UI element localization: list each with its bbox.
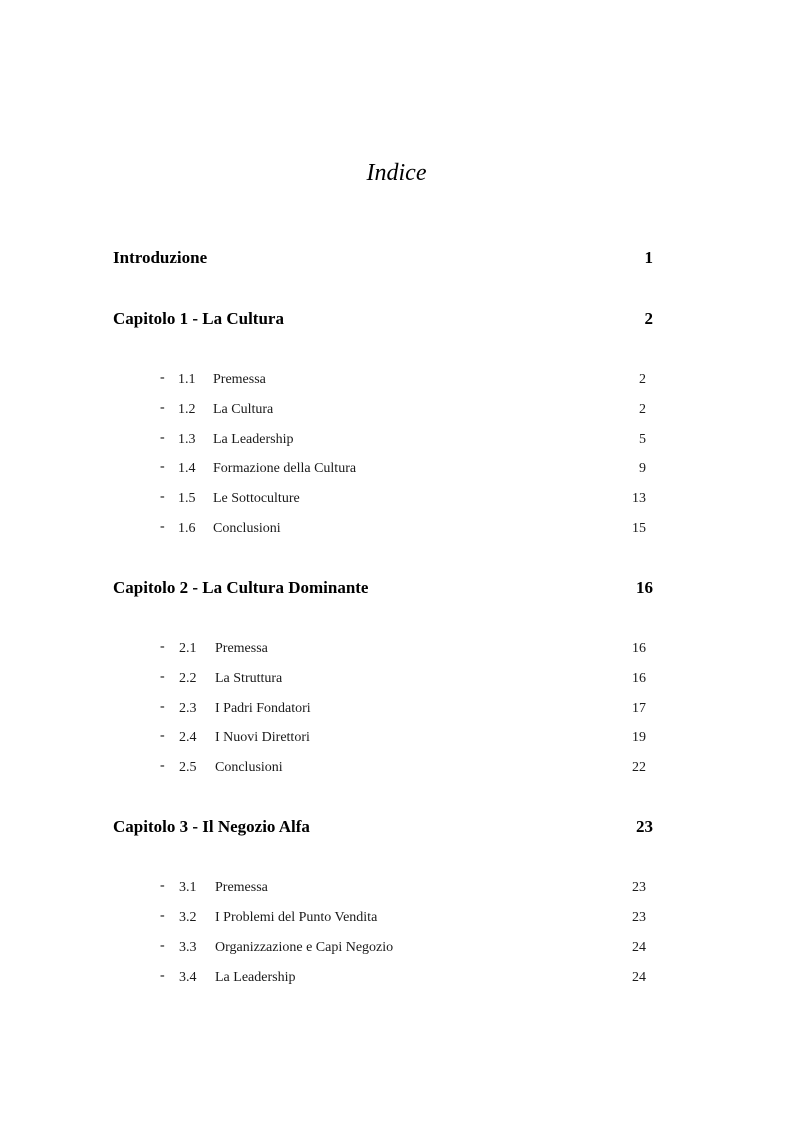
chapter-page-number: 23 xyxy=(636,817,653,836)
bullet-dash: - xyxy=(160,459,165,474)
section-page-number: 23 xyxy=(632,910,646,925)
toc-section-1-6[interactable] xyxy=(113,519,653,541)
section-number: 1.3 xyxy=(178,432,196,447)
bullet-dash: - xyxy=(160,968,165,983)
section-title: Le Sottoculture xyxy=(213,491,300,506)
section-page-number: 16 xyxy=(632,671,646,686)
toc-chapter-introduzione[interactable] xyxy=(113,247,653,269)
toc-section-1-4[interactable] xyxy=(113,459,653,481)
section-number: 1.5 xyxy=(178,491,196,506)
section-title: La Leadership xyxy=(215,970,296,985)
section-title: La Struttura xyxy=(215,671,283,686)
toc-section-3-4[interactable] xyxy=(113,968,653,990)
chapter-title: Capitolo 3 - Il Negozio Alfa xyxy=(113,817,310,836)
section-title: I Problemi del Punto Vendita xyxy=(215,910,378,925)
section-page-number: 24 xyxy=(632,940,646,955)
section-number: 1.6 xyxy=(178,521,196,536)
toc-chapter-1[interactable] xyxy=(113,308,653,330)
bullet-dash: - xyxy=(160,878,165,893)
chapter-page-number: 1 xyxy=(644,248,653,267)
section-number: 2.1 xyxy=(179,641,197,656)
section-page-number: 17 xyxy=(632,701,646,716)
section-title: Premessa xyxy=(215,880,268,895)
bullet-dash: - xyxy=(160,400,165,415)
bullet-dash: - xyxy=(160,758,165,773)
bullet-dash: - xyxy=(160,699,165,714)
section-title: Premessa xyxy=(215,641,268,656)
section-title: Conclusioni xyxy=(213,521,281,536)
toc-section-3-1[interactable] xyxy=(113,878,653,900)
section-number: 1.4 xyxy=(178,461,196,476)
section-title: Conclusioni xyxy=(215,760,283,775)
section-number: 2.3 xyxy=(179,701,197,716)
bullet-dash: - xyxy=(160,489,165,504)
chapter-title: Introduzione xyxy=(113,248,208,267)
chapter-page-number: 2 xyxy=(644,309,653,328)
section-page-number: 9 xyxy=(639,461,646,476)
toc-section-2-2[interactable] xyxy=(113,669,653,691)
section-page-number: 24 xyxy=(632,970,646,985)
bullet-dash: - xyxy=(160,430,165,445)
toc-chapter-3[interactable] xyxy=(113,816,653,838)
section-page-number: 2 xyxy=(639,372,646,387)
bullet-dash: - xyxy=(160,938,165,953)
toc-chapter-2[interactable] xyxy=(113,577,653,599)
section-page-number: 19 xyxy=(632,730,646,745)
bullet-dash: - xyxy=(160,728,165,743)
section-number: 3.4 xyxy=(179,970,197,985)
toc-section-2-3[interactable] xyxy=(113,699,653,721)
toc-section-3-3[interactable] xyxy=(113,938,653,960)
toc-section-1-2[interactable] xyxy=(113,400,653,422)
toc-section-2-4[interactable] xyxy=(113,728,653,750)
page-title: Indice xyxy=(366,160,427,186)
section-number: 3.2 xyxy=(179,910,197,925)
section-number: 1.1 xyxy=(178,372,196,387)
section-page-number: 15 xyxy=(632,521,646,536)
toc-section-1-1[interactable] xyxy=(113,370,653,392)
bullet-dash: - xyxy=(160,908,165,923)
toc-section-1-5[interactable] xyxy=(113,489,653,511)
bullet-dash: - xyxy=(160,669,165,684)
section-page-number: 5 xyxy=(639,432,646,447)
chapter-page-number: 16 xyxy=(636,578,653,597)
toc-section-1-3[interactable] xyxy=(113,430,653,452)
bullet-dash: - xyxy=(160,370,165,385)
section-title: Formazione della Cultura xyxy=(213,461,357,476)
section-number: 3.3 xyxy=(179,940,197,955)
section-page-number: 2 xyxy=(639,402,646,417)
section-title: I Padri Fondatori xyxy=(215,701,311,716)
chapter-title: Capitolo 1 - La Cultura xyxy=(113,309,284,328)
toc-section-3-2[interactable] xyxy=(113,908,653,930)
section-title: La Leadership xyxy=(213,432,294,447)
bullet-dash: - xyxy=(160,639,165,654)
section-number: 3.1 xyxy=(179,880,197,895)
toc-section-2-5[interactable] xyxy=(113,758,653,780)
bullet-dash: - xyxy=(160,519,165,534)
section-title: I Nuovi Direttori xyxy=(215,730,310,745)
chapter-title: Capitolo 2 - La Cultura Dominante xyxy=(113,578,369,597)
section-page-number: 13 xyxy=(632,491,646,506)
section-title: Premessa xyxy=(213,372,266,387)
toc-section-2-1[interactable] xyxy=(113,639,653,661)
section-page-number: 23 xyxy=(632,880,646,895)
section-page-number: 22 xyxy=(632,760,646,775)
section-number: 2.5 xyxy=(179,760,197,775)
section-number: 1.2 xyxy=(178,402,196,417)
section-title: La Cultura xyxy=(213,402,274,417)
section-title: Organizzazione e Capi Negozio xyxy=(215,940,394,955)
section-page-number: 16 xyxy=(632,641,646,656)
section-number: 2.4 xyxy=(179,730,197,745)
section-number: 2.2 xyxy=(179,671,197,686)
